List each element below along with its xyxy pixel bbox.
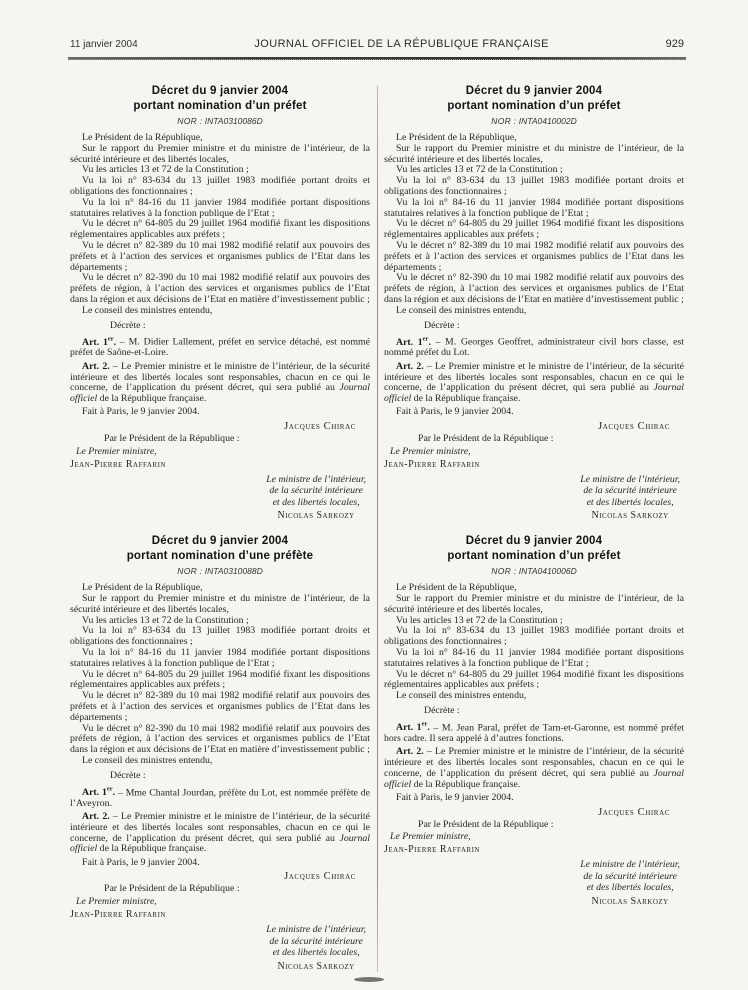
article-number: Art. 2 — [396, 746, 422, 758]
president-signature: Jacques Chirac — [598, 421, 670, 433]
minister-title-line: Le ministre de l’intérieur, — [580, 859, 680, 871]
pm-name: Jean-Pierre Raffarin — [384, 458, 480, 470]
par-president-line: Par le Président de la République : — [104, 883, 240, 895]
paragraph: Le Président de la République, — [82, 582, 203, 594]
paragraph: Vu les articles 13 et 72 de la Constitution ; — [396, 614, 563, 626]
nor-line — [70, 116, 370, 126]
pm-title: Le Premier ministre, — [390, 445, 471, 457]
minister-title-line: de la sécurité intérieure — [583, 870, 677, 882]
minister-name: Nicolas Sarkozy — [277, 960, 355, 972]
decree-section-lallement — [70, 84, 370, 521]
decree-title — [70, 84, 370, 113]
article-number: Art. 2 — [82, 360, 108, 372]
paragraph: Vu le décret n° 82-389 du 10 mai 1982 modifié relatif aux pouvoirs des préfets et à l’action des services et organismes publics de l’Etat dans les départements ; — [70, 690, 370, 723]
minister-title-line: Le ministre de l’intérieur, — [580, 473, 680, 485]
fait-line: Fait à Paris, le 9 janvier 2004. — [396, 406, 514, 418]
journal-title: JOURNAL OFFICIEL DE LA RÉPUBLIQUE FRANÇAISE — [254, 38, 549, 50]
minister-title-line: et des libertés locales, — [272, 947, 360, 959]
paragraph: Sur le rapport du Premier ministre et du ministre de l’intérieur, de la sécurité intérieure et des libertés locales, — [70, 593, 370, 615]
article-1: Art. 1er. – Mme Chantal Jourdan, préfète du Lot, est nommée préfète de l’Aveyron. — [70, 785, 370, 809]
journal-officiel-italic: Journal officiel — [384, 382, 684, 405]
decree-title — [384, 84, 684, 113]
paragraph: Vu le décret n° 64-805 du 29 juillet 1964 modifié fixant les dispositions réglementaires applicables aux préfets ; — [384, 218, 684, 241]
paragraph: Vu la loi n° 84-16 du 11 janvier 1984 modifiée portant dispositions statutaires relatives à la fonction publique de l’Etat ; — [384, 196, 684, 219]
president-signature: Jacques Chirac — [598, 806, 670, 818]
decrete-line: Décrète : — [424, 319, 460, 331]
minister-name: Nicolas Sarkozy — [277, 510, 355, 522]
article-number: Art. 2 — [82, 810, 108, 822]
column-divider-rule — [377, 86, 378, 972]
article-1: Art. 1er. – M. Jean Paral, préfet de Tarn-et-Garonne, est nommé préfet hors cadre. Il sera appelé à d’autres fonctions. — [384, 720, 685, 744]
pm-title: Le Premier ministre, — [76, 896, 157, 908]
article-number: Art. 1 — [396, 336, 423, 348]
header-rule — [68, 57, 686, 60]
fait-line: Fait à Paris, le 9 janvier 2004. — [82, 406, 200, 418]
decree-title — [70, 534, 370, 563]
article-number: Art. 1 — [82, 336, 108, 348]
paragraph: Vu la loi n° 83-634 du 13 juillet 1983 modifiée portant droits et obligations des fonctionnaires ; — [70, 625, 370, 648]
minister-title-line: Le ministre de l’intérieur, — [266, 924, 366, 936]
par-president-line: Par le Président de la République : — [104, 433, 240, 445]
paragraph: Vu la loi n° 84-16 du 11 janvier 1984 modifiée portant dispositions statutaires relatives à la fonction publique de l’Etat ; — [384, 647, 684, 669]
paragraph: Vu le décret n° 82-389 du 10 mai 1982 modifié relatif aux pouvoirs des préfets et à l’action des services et organismes publics de l’Etat dans les départements ; — [70, 239, 370, 273]
article-sup: er — [421, 720, 428, 728]
paragraph: Vu la loi n° 83-634 du 13 juillet 1983 modifiée portant droits et obligations des fonctionnaires ; — [384, 625, 684, 648]
journal-officiel-italic: Journal officiel — [384, 767, 684, 790]
page-header — [70, 38, 684, 50]
decrete-line: Décrète : — [424, 705, 460, 717]
decree-title-line1: Décret du 9 janvier 2004 — [465, 85, 603, 97]
article-text: M. Georges Geoffret, administrateur civil hors classe, est nommé préfet du Lot. — [384, 336, 685, 359]
president-signature: Jacques Chirac — [284, 871, 356, 883]
paragraph: Vu les articles 13 et 72 de la Constitution ; — [82, 164, 249, 176]
article-text: M. Didier Lallement, préfet en service détaché, est nommé préfet de Saône-et-Loire. — [70, 336, 371, 359]
paragraph: Vu la loi n° 83-634 du 13 juillet 1983 modifiée portant droits et obligations des fonctionnaires ; — [384, 175, 684, 197]
article-2: Art. 2. – Le Premier ministre et le ministre de l’intérieur, de la sécurité intérieure et des libertés locales sont responsables, chacun en ce qui le concerne, de l’application du présent décret, qui sera publié au Journal officiel de la République française. — [70, 810, 370, 855]
paragraph: Le Président de la République, — [82, 132, 203, 143]
nor-label: NOR : — [491, 566, 517, 577]
article-sup: er — [107, 335, 114, 343]
pm-name: Jean-Pierre Raffarin — [384, 844, 480, 856]
paragraph: Vu le décret n° 64-805 du 29 juillet 1964 modifié fixant les dispositions réglementaires applicables aux préfets ; — [70, 218, 370, 241]
decrete-line: Décrète : — [110, 319, 146, 331]
paragraph: Vu la loi n° 83-634 du 13 juillet 1983 modifiée portant droits et obligations des fonctionnaires ; — [70, 175, 370, 197]
minister-title-line: et des libertés locales, — [586, 882, 674, 894]
minister-title-line: de la sécurité intérieure — [269, 485, 363, 497]
minister-title-line: et des libertés locales, — [586, 496, 674, 508]
article-text: Mme Chantal Jourdan, préfète du Lot, est nommée préfète de l’Aveyron. — [70, 786, 370, 809]
minister-title — [266, 474, 366, 509]
minister-title — [266, 924, 366, 959]
decree-paragraphs — [384, 583, 684, 702]
decree-paragraphs — [70, 133, 370, 317]
minister-title-line: de la sécurité intérieure — [269, 935, 363, 947]
pm-title: Le Premier ministre, — [76, 445, 157, 457]
nor-line — [384, 116, 684, 126]
page-number: 929 — [665, 38, 684, 50]
article-text: Le Premier ministre et le ministre de l’intérieur, de la sécurité intérieure et des libertés locales sont responsables, chacun en ce qui le concerne, de l’application du présent décret, qui sera publié au — [384, 360, 684, 394]
decree-section-jourdan — [70, 534, 370, 971]
paragraph: Vu le décret n° 64-805 du 29 juillet 1964 modifié fixant les dispositions réglementaires applicables aux préfets ; — [70, 668, 370, 691]
paragraph: Sur le rapport du Premier ministre et du ministre de l’intérieur, de la sécurité intérieure et des libertés locales, — [384, 142, 684, 165]
article-2: Art. 2. – Le Premier ministre et le ministre de l’intérieur, de la sécurité intérieure et des libertés locales sont responsables, chacun en ce qui le concerne, de l’application du présent décret, qui sera publié au Journal officiel de la République française. — [384, 360, 684, 405]
article-1: Art. 1er. – M. Didier Lallement, préfet en service détaché, est nommé préfet de Saône-et-Loire. — [70, 335, 371, 359]
article-number: Art. 1 — [82, 786, 107, 798]
pm-title: Le Premier ministre, — [390, 831, 471, 843]
minister-signature — [266, 924, 366, 972]
nor-value: INTA0410002D — [518, 116, 577, 126]
paragraph: Le conseil des ministres entendu, — [396, 304, 527, 316]
minister-title-line: Le ministre de l’intérieur, — [266, 473, 366, 485]
minister-name: Nicolas Sarkozy — [591, 895, 669, 907]
nor-label: NOR : — [491, 116, 517, 126]
article-2: Art. 2. – Le Premier ministre et le ministre de l’intérieur, de la sécurité intérieure et des libertés locales sont responsables, chacun en ce qui le concerne, de l’application du présent décret, qui sera publié au Journal officiel de la République française. — [70, 360, 370, 405]
article-sup: er — [422, 335, 429, 343]
paragraph: Vu le décret n° 82-389 du 10 mai 1982 modifié relatif aux pouvoirs des préfets et à l’action des services et organismes publics de l’Etat dans les départements ; — [384, 239, 684, 273]
paragraph: Le conseil des ministres entendu, — [82, 304, 213, 316]
paragraph: Le conseil des ministres entendu, — [82, 755, 213, 767]
article-number: Art. 2 — [396, 360, 422, 372]
minister-title-line: et des libertés locales, — [272, 496, 360, 508]
nor-value: INTA0310088D — [204, 566, 263, 577]
decree-title-line1: Décret du 9 janvier 2004 — [465, 535, 603, 548]
par-president-line: Par le Président de la République : — [418, 818, 554, 830]
paragraph: Le Président de la République, — [396, 582, 517, 594]
two-column-layout — [70, 84, 684, 972]
nor-line — [384, 566, 684, 576]
scan-artifact-mark — [354, 977, 384, 982]
paragraph: Vu le décret n° 64-805 du 29 juillet 1964 modifié fixant les dispositions réglementaires applicables aux préfets ; — [384, 668, 684, 691]
paragraph: Vu les articles 13 et 72 de la Constitution ; — [82, 614, 249, 626]
decree-title-line2: portant nomination d’un préfet — [133, 99, 307, 112]
decree-section-paral — [384, 534, 684, 907]
minister-title — [580, 474, 680, 509]
article-text: M. Jean Paral, préfet de Tarn-et-Garonne, est nommé préfet hors cadre. Il sera appelé à d’autres fonctions. — [384, 722, 685, 744]
nor-value: INTA0310086D — [204, 116, 263, 126]
par-president-line: Par le Président de la République : — [418, 433, 554, 445]
article-text: Le Premier ministre et le ministre de l’intérieur, de la sécurité intérieure et des libertés locales sont responsables, chacun en ce qui le concerne, de l’application du présent décret, qui sera publié au — [70, 810, 370, 844]
pm-name: Jean-Pierre Raffarin — [70, 458, 166, 470]
article-text: Le Premier ministre et le ministre de l’intérieur, de la sécurité intérieure et des libertés locales sont responsables, chacun en ce qui le concerne, de l’application du présent décret, qui sera publié au — [70, 360, 370, 394]
pm-name: Jean-Pierre Raffarin — [70, 909, 166, 921]
nor-label: NOR : — [177, 566, 203, 577]
journal-officiel-italic: Journal officiel — [70, 382, 370, 405]
decree-title-line2: portant nomination d’une préfète — [126, 549, 314, 562]
nor-label: NOR : — [177, 116, 203, 126]
article-text: Le Premier ministre et le ministre de l’intérieur, de la sécurité intérieure et des libertés locales sont responsables, chacun en ce qui le concerne, de l’application du présent décret, qui sera publié au — [384, 746, 684, 779]
header-date: 11 janvier 2004 — [70, 39, 138, 50]
column-right — [384, 84, 684, 972]
decree-title-line1: Décret du 9 janvier 2004 — [151, 535, 289, 548]
decree-paragraphs — [70, 583, 370, 767]
president-signature: Jacques Chirac — [284, 421, 356, 433]
paragraph: Vu le décret n° 82-390 du 10 mai 1982 modifié relatif aux pouvoirs des préfets de région, à l’action des services et organismes publics de l’Etat dans la région et aux décisions de l’Etat en matière d’investissement public ; — [70, 722, 370, 756]
decree-title-line1: Décret du 9 janvier 2004 — [151, 85, 289, 97]
paragraph: Vu les articles 13 et 72 de la Constitution ; — [396, 164, 563, 176]
paragraph: Sur le rapport du Premier ministre et du ministre de l’intérieur, de la sécurité intérieure et des libertés locales, — [384, 593, 684, 615]
minister-signature — [580, 859, 680, 907]
journal-officiel-italic: Journal officiel — [70, 832, 370, 855]
paragraph: Vu la loi n° 84-16 du 11 janvier 1984 modifiée portant dispositions statutaires relatives à la fonction publique de l’Etat ; — [70, 196, 370, 219]
article-sup: er — [106, 785, 113, 793]
article-number: Art. 1 — [396, 722, 422, 734]
decree-section-geoffret — [384, 84, 684, 521]
minister-signature — [266, 474, 366, 522]
paragraph: Vu le décret n° 82-390 du 10 mai 1982 modifié relatif aux pouvoirs des préfets de région, à l’action des services et organismes publics de l’Etat dans la région et aux décisions de l’Etat en matière d’investissement public ; — [70, 272, 370, 305]
decree-title — [384, 534, 684, 563]
decrete-line: Décrète : — [110, 769, 146, 781]
column-left — [70, 84, 370, 972]
paragraph: Le conseil des ministres entendu, — [396, 690, 527, 702]
decree-paragraphs — [384, 133, 684, 317]
paragraph: Vu la loi n° 84-16 du 11 janvier 1984 modifiée portant dispositions statutaires relatives à la fonction publique de l’Etat ; — [70, 647, 370, 669]
fait-line: Fait à Paris, le 9 janvier 2004. — [396, 791, 514, 803]
minister-name: Nicolas Sarkozy — [591, 510, 669, 522]
minister-title-line: de la sécurité intérieure — [583, 485, 677, 497]
article-2: Art. 2. – Le Premier ministre et le ministre de l’intérieur, de la sécurité intérieure et des libertés locales sont responsables, chacun en ce qui le concerne, de l’application du présent décret, qui sera publié au Journal officiel de la République française. — [384, 746, 684, 790]
minister-title — [580, 859, 680, 894]
paragraph: Le Président de la République, — [396, 132, 517, 143]
paragraph: Sur le rapport du Premier ministre et du ministre de l’intérieur, de la sécurité intérieure et des libertés locales, — [70, 142, 370, 165]
nor-line — [70, 566, 370, 576]
fait-line: Fait à Paris, le 9 janvier 2004. — [82, 856, 200, 868]
nor-value: INTA0410006D — [518, 566, 577, 577]
minister-signature — [580, 474, 680, 522]
decree-title-line2: portant nomination d’un préfet — [447, 99, 621, 112]
decree-title-line2: portant nomination d’un préfet — [447, 549, 621, 562]
paragraph: Vu le décret n° 82-390 du 10 mai 1982 modifié relatif aux pouvoirs des préfets de région, à l’action des services et organismes publics de l’Etat dans la région et aux décisions de l’Etat en matière d’investissement public ; — [384, 272, 684, 305]
article-1: Art. 1er. – M. Georges Geoffret, administrateur civil hors classe, est nommé préfet du Lot. — [384, 335, 685, 359]
